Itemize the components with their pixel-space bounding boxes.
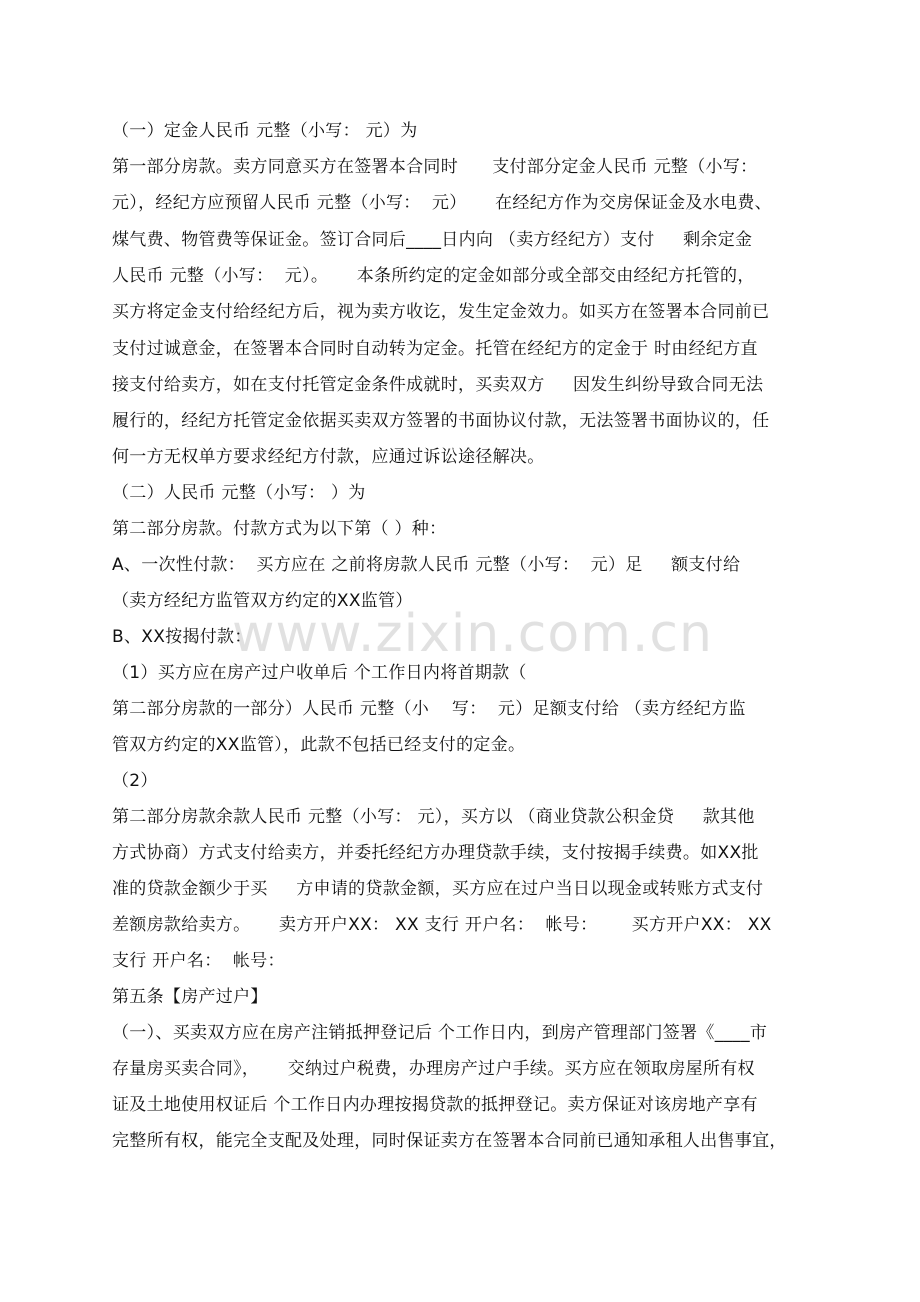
text-line: 方式协商）方式支付给卖方，并委托经纪方办理贷款手续，支付按揭手续费。如XX批 <box>112 843 759 863</box>
text-line: （2） <box>112 771 158 791</box>
text-line: 第二部分房款余款人民币 元整（小写： 元），买方以 （商业贷款公积金贷 款其他 <box>112 807 755 827</box>
text-line: 证及土地使用权证后 个工作日内办理按揭贷款的抵押登记。卖方保证对该房地产享有 <box>112 1095 758 1115</box>
text-line: 何一方无权单方要求经纪方付款，应通过诉讼途径解决。 <box>112 447 545 467</box>
text-line: 人民币 元整（小写： 元）。 本条所约定的定金如部分或全部交由经纪方托管的， <box>112 266 755 286</box>
text-line: 第二部分房款的一部分）人民币 元整（小 写： 元）足额支付给 （卖方经纪方监 <box>112 699 746 719</box>
text-line: 元），经纪方应预留人民币 元整（小写： 元） 在经纪方作为交房保证金及水电费、 <box>112 193 772 213</box>
section-heading: 第五条【房产过户】 <box>112 987 268 1007</box>
watermark: www.zixin.com.cn <box>232 604 713 664</box>
text-line: 第二部分房款。付款方式为以下第（ ）种： <box>112 519 447 539</box>
text-line: 第一部分房款。卖方同意买方在签署本合同时 支付部分定金人民币 元整（小写： <box>112 157 758 177</box>
text-line: （卖方经纪方监管双方约定的XX监管） <box>112 591 413 611</box>
text-line: 买方将定金支付给经纪方后，视为卖方收讫，发生定金效力。如买方在签署本合同前已 <box>112 302 770 322</box>
text-line: 差额房款给卖方。 卖方开户XX： XX 支行 开户名： 帐号： 买方开户XX： XX <box>112 915 772 935</box>
text-line: （1）买方应在房产过户收单后 个工作日内将首期款（ <box>112 663 527 683</box>
text-line: （一）定金人民币 元整（小写： 元）为 <box>112 121 418 141</box>
text-line: （二）人民币 元整（小写： ）为 <box>112 483 366 503</box>
text-line: 接支付给卖方，如在支付托管定金条件成就时，买卖双方 因发生纠纷导致合同无法 <box>112 375 764 395</box>
text-line: 支付过诚意金，在签署本合同时自动转为定金。托管在经纪方的定金于 时由经纪方直 <box>112 339 758 359</box>
text-line: 履行的，经纪方托管定金依据买卖双方签署的书面协议付款，无法签署书面协议的，任 <box>112 411 770 431</box>
text-line: 支行 开户名： 帐号： <box>112 951 285 971</box>
text-line: A、一次性付款： 买方应在 之前将房款人民币 元整（小写： 元）足 额支付给 <box>112 555 741 575</box>
text-line: B、XX按揭付款： <box>112 627 252 647</box>
text-line: 存量房买卖合同》， 交纳过户税费，办理房产过户手续。买方应在领取房屋所有权 <box>112 1059 755 1079</box>
text-line: 管双方约定的XX监管），此款不包括已经支付的定金。 <box>112 735 526 755</box>
text-line: 煤气费、物管费等保证金。签订合同后____日内向 （卖方经纪方）支付 剩余定金 <box>112 230 753 250</box>
text-line: 完整所有权，能完全支配及处理，同时保证卖方在签署本合同前已通知承租人出售事宜， <box>112 1131 787 1151</box>
text-line: 准的贷款金额少于买 方申请的贷款金额，买方应在过户当日以现金或转账方式支付 <box>112 879 764 899</box>
text-line: （一）、买卖双方应在房产注销抵押登记后 个工作日内，到房产管理部门签署《____市 <box>112 1023 768 1043</box>
